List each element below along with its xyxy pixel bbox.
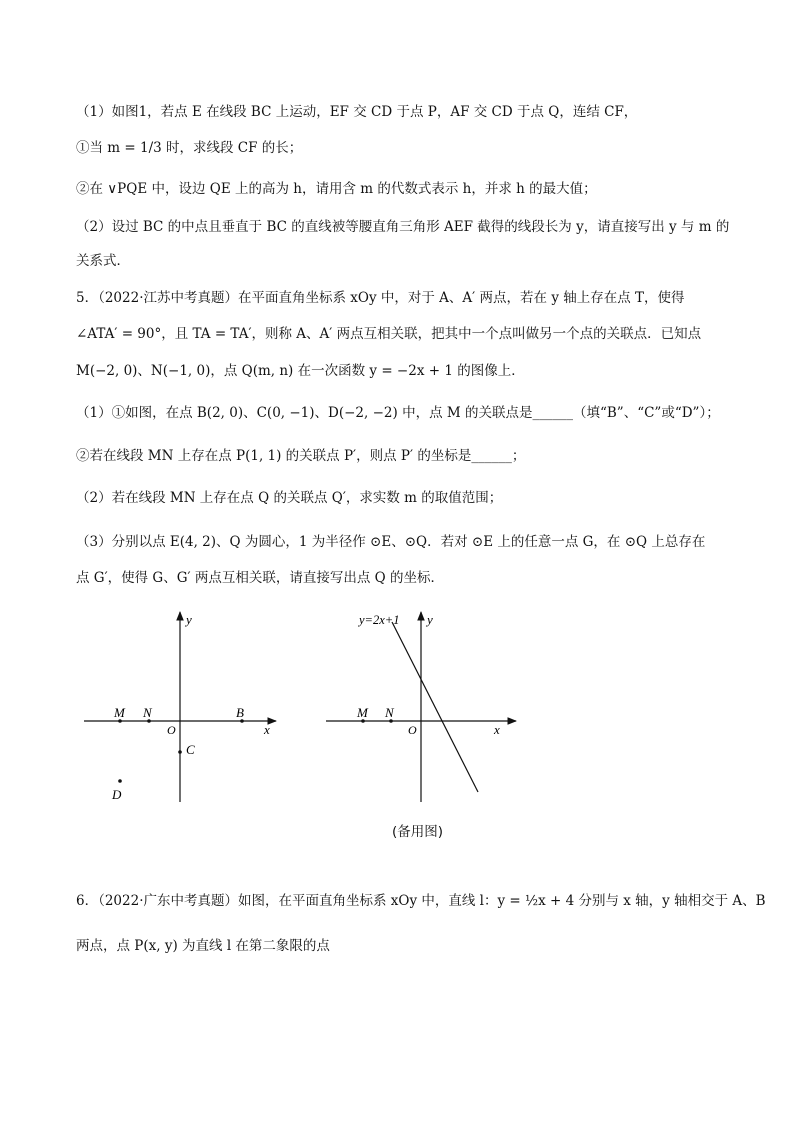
text-line: 点 G′，使得 G、G′ 两点互相关联，请直接写出点 Q 的坐标． — [76, 570, 445, 586]
text-line: （3）分别以点 E(4, 2)、Q 为圆心，1 为半径作 ⊙E、⊙Q．若对 ⊙E 上的任意一点 G，在 ⊙Q 上总存在 — [76, 534, 706, 550]
text-line: ②在 ∨PQE 中，设边 QE 上的高为 h，请用含 m 的代数式表示 h，并求 h 的最大值； — [76, 181, 597, 197]
text-line: （2）设过 BC 的中点且垂直于 BC 的直线被等腰直角三角形 AEF 截得的线段长为 y，请直接写出 y 与 m 的 — [76, 219, 730, 235]
y-axis-label: y — [427, 612, 433, 627]
point-m-label: M — [357, 705, 368, 720]
text-line: （1）如图1，若点 E 在线段 BC 上运动，EF 交 CD 于点 P，AF 交 CD 于点 Q，连结 CF， — [76, 104, 638, 120]
x-axis-label: x — [494, 722, 500, 737]
text-line: ∠ATA′ = 90°，且 TA = TA′，则称 A、A′ 两点互相关联，把其中一个点叫做另一个点的关联点．已知点 — [76, 326, 702, 342]
point-d-label: D — [112, 787, 122, 802]
x-axis-label: x — [264, 722, 270, 737]
function-line — [392, 622, 478, 792]
point-n-label: N — [385, 705, 394, 720]
origin-label: O — [408, 723, 417, 737]
function-line-label: y=2x+1 — [359, 613, 400, 627]
text-line: ②若在线段 MN 上存在点 P(1, 1) 的关联点 P′，则点 P′ 的坐标是______； — [76, 448, 526, 464]
text-line: 5．（2022·江苏中考真题）在平面直角坐标系 xOy 中，对于 A、A′ 两点，若在 y 轴上存在点 T，使得 — [76, 290, 685, 306]
text-line: M(−2, 0)、N(−1, 0)，点 Q(m, n) 在一次函数 y = −2x + 1 的图像上． — [76, 363, 525, 379]
point-n-label: N — [143, 705, 152, 720]
text-line: ①当 m = 1/3 时，求线段 CF 的长； — [76, 140, 303, 156]
figure-caption: (备用图) — [392, 824, 444, 840]
text-line: 两点，点 P(x, y) 为直线 l 在第二象限的点 — [76, 938, 330, 954]
y-axis-label: y — [186, 612, 192, 627]
text-line: （1）①如图，在点 B(2, 0)、C(0, −1)、D(−2, −2) 中，点 M 的关联点是______（填“B”、“C”或“D”）； — [76, 405, 720, 421]
point-m-label: M — [114, 705, 125, 720]
figure-left — [84, 612, 276, 802]
coordinate-figures — [0, 600, 794, 850]
text-line: （2）若在线段 MN 上存在点 Q 的关联点 Q′，求实数 m 的取值范围； — [76, 490, 503, 506]
point-c — [178, 750, 182, 754]
figure-right — [326, 612, 516, 802]
point-b-label: B — [236, 705, 244, 720]
text-line: 关系式． — [76, 253, 130, 269]
point-d — [118, 779, 122, 783]
text-line: 6．（2022·广东中考真题）如图，在平面直角坐标系 xOy 中，直线 l：y = ½x + 4 分别与 x 轴，y 轴相交于 A、B — [76, 893, 766, 909]
origin-label: O — [167, 723, 176, 737]
point-c-label: C — [186, 742, 195, 757]
